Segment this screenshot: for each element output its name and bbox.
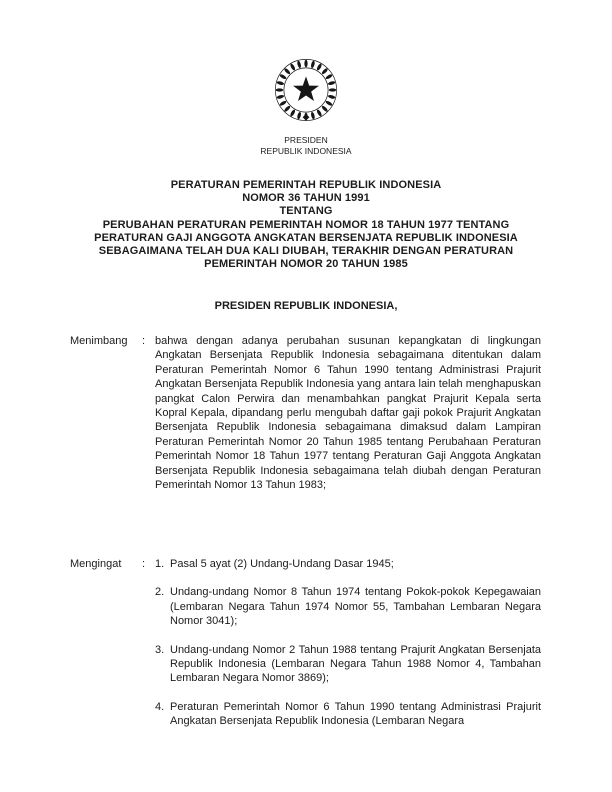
title-line-1: PERATURAN PEMERINTAH REPUBLIK INDONESIA (170, 179, 442, 191)
mengingat-colon: : (142, 558, 146, 570)
national-emblem-icon (272, 56, 340, 124)
title-line-3: TENTANG (279, 205, 333, 218)
mengingat-section (70, 557, 541, 729)
title-line-6: SEBAGAIMANA TELAH DUA KALI DIUBAH, TERAKHIR DENGAN PERATURAN (98, 245, 514, 258)
mengingat-item-3 (155, 643, 541, 686)
title-line-2: NOMOR 36 TAHUN 1991 (242, 192, 370, 205)
mengingat-item-2 (155, 585, 541, 628)
mengingat-label: Mengingat (70, 558, 122, 570)
emblem-caption-line1: PRESIDEN (284, 135, 328, 145)
mengingat-item-1 (155, 557, 541, 571)
mengingat-item-4 (155, 700, 541, 729)
list-number: 2. (155, 586, 165, 599)
star-icon (293, 76, 319, 101)
list-number: 4. (155, 700, 165, 713)
salutation: PRESIDEN REPUBLIK INDONESIA, (214, 300, 398, 312)
menimbang-colon: : (142, 335, 146, 347)
menimbang-section (70, 334, 541, 492)
list-text: Pasal 5 ayat (2) Undang-Undang Dasar 1945; (170, 558, 394, 570)
list-text: Peraturan Pemerintah Nomor 6 Tahun 1990 tentang Administrasi Prajurit Angkatan Bersenjata Republik Indonesia (Lembaran Negara (170, 700, 541, 728)
title-line-7: PEMERINTAH NOMOR 20 TAHUN 1985 (204, 258, 408, 271)
menimbang-body: bahwa dengan adanya perubahan susunan kepangkatan di lingkungan Angkatan Bersenjata Republik Indonesia sebagaimana ditentukan dalam Peraturan Pemerintah Nomor 6 Tahun 1990 tentang Administrasi Prajurit Angkatan Bersenjata Republik Indonesia yang antara lain telah menghapuskan pangkat Calon Perwira dan menambahkan pangkat Prajurit Kepala serta Kopral Kepala, dipandang perlu mengubah daftar gaji pokok Prajurit Angkatan Bersenjata Republik Indonesia sebagaimana dimaksud dalam Lampiran Peraturan Pemerintah Nomor 20 Tahun 1985 tentang Perubahaan Peraturan Pemerintah Nomor 18 Tahun 1977 tentang Peraturan Gaji Anggota Angkatan Bersenjata Republik Indonesia sebagaimana telah diubah dengan Peraturan Pemerintah Nomor 13 Tahun 1983; (155, 335, 541, 492)
list-number: 1. (155, 558, 165, 570)
letterhead (0, 56, 612, 157)
emblem-caption-line2: REPUBLIK INDONESIA (260, 146, 352, 156)
list-number: 3. (155, 643, 165, 656)
title-line-5: PERATURAN GAJI ANGGOTA ANGKATAN BERSENJATA REPUBLIK INDONESIA (94, 231, 518, 244)
menimbang-label: Menimbang (70, 335, 128, 347)
list-text: Undang-undang Nomor 8 Tahun 1974 tentang Pokok-pokok Kepegawaian (Lembaran Negara Tahun 1974 Nomor 55, Tambahan Lembaran Negara Nomor 3041); (170, 586, 541, 628)
list-text: Undang-undang Nomor 2 Tahun 1988 tentang Prajurit Angkatan Bersenjata Republik Indonesia (Lembaran Negara Tahun 1988 Nomor 4, Tambahan Lembaran Negara Nomor 3869); (170, 643, 541, 685)
title-line-4: PERUBAHAN PERATURAN PEMERINTAH NOMOR 18 TAHUN 1977 TENTANG (102, 218, 510, 231)
mengingat-list (155, 557, 541, 729)
emblem-caption (0, 135, 612, 157)
document-title (36, 179, 576, 271)
ribbon-knot (303, 114, 310, 121)
